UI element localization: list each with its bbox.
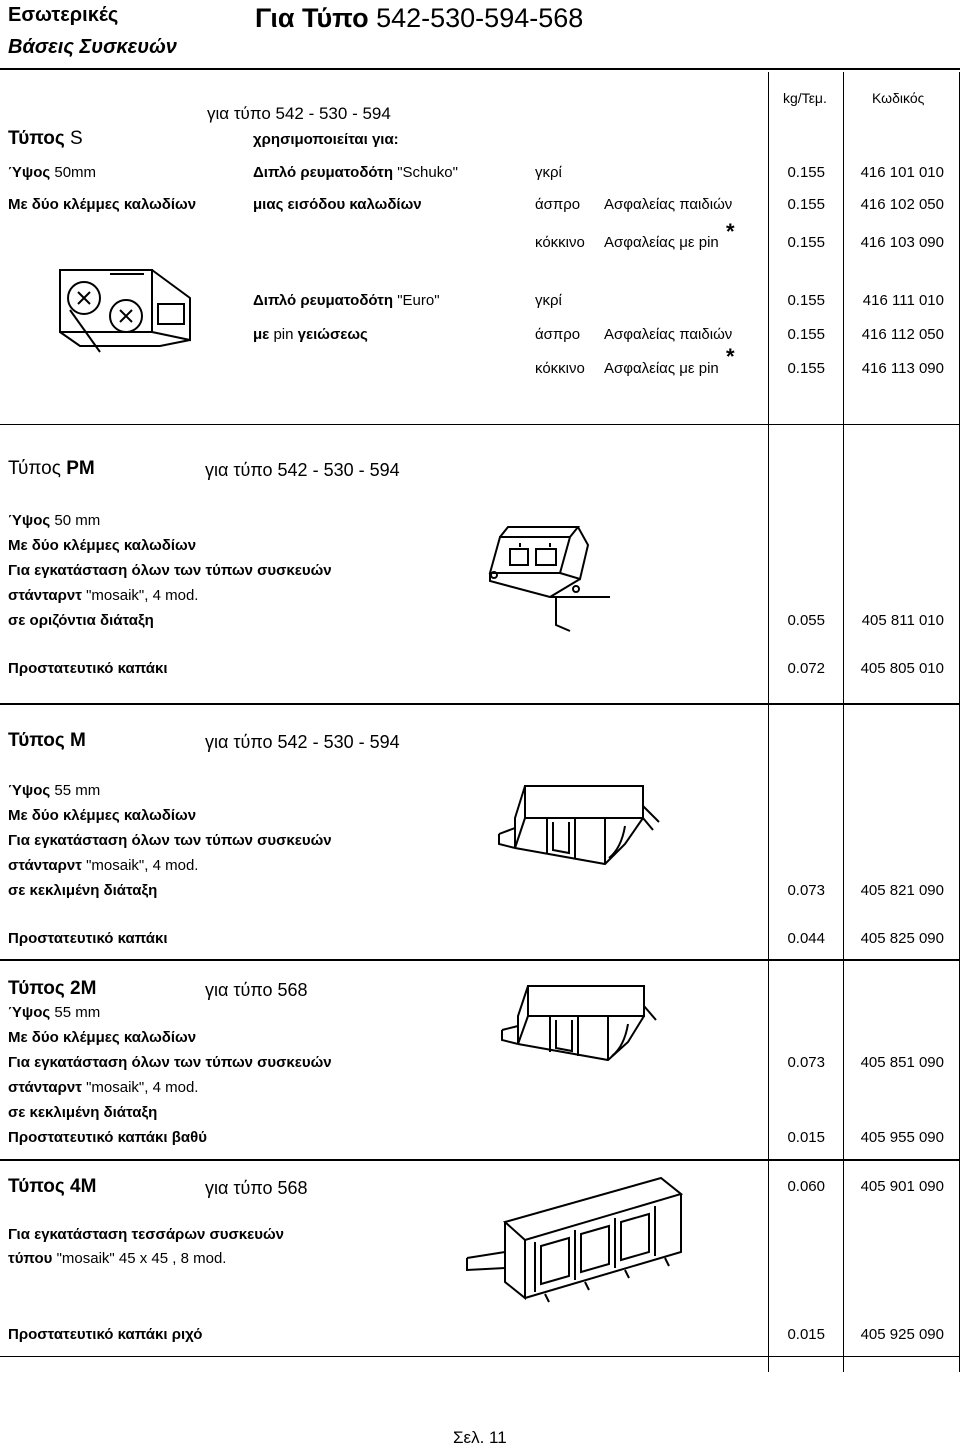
row-type: Ασφαλείας με pin xyxy=(604,360,719,377)
type-4m-for: για τύπο 568 xyxy=(205,1178,308,1198)
type-2m-height xyxy=(8,1004,100,1021)
row-color: κόκκινο xyxy=(535,360,585,377)
row-weight: 0.155 xyxy=(787,196,825,213)
type-s-used-for: χρησιμοποιείται για: xyxy=(253,131,399,148)
line-bold: στάνταρντ xyxy=(8,587,82,604)
row-code: 416 112 050 xyxy=(861,326,944,343)
height-label: Ύψος xyxy=(8,164,51,181)
type-2m-cover: Προστατευτικό καπάκι βαθύ xyxy=(8,1129,207,1146)
asterisk-mark: * xyxy=(726,344,735,369)
row-code: 416 111 010 xyxy=(862,292,944,309)
desc-bold: Διπλό ρευματοδότη xyxy=(253,164,394,181)
row-weight: 0.155 xyxy=(787,292,825,309)
type-pm-cover: Προστατευτικό καπάκι xyxy=(8,660,168,677)
section-divider xyxy=(0,424,960,425)
type-pm-name xyxy=(8,458,95,480)
type-m-cover: Προστατευτικό καπάκι xyxy=(8,930,168,947)
row-type: Ασφαλείας με pin xyxy=(604,234,719,251)
weight-value: 0.015 xyxy=(787,1326,825,1343)
section-divider xyxy=(0,1159,960,1161)
type-4m-illustration xyxy=(465,1172,695,1312)
type-pm-line2: Για εγκατάσταση όλων των τύπων συσκευών xyxy=(8,562,332,579)
line-rest: "mosaik", 4 mod. xyxy=(86,857,199,874)
type-m-line3 xyxy=(8,857,198,874)
weight-column-header: kg/Τεμ. xyxy=(783,90,827,106)
page-title xyxy=(255,3,583,34)
type-pm-line3 xyxy=(8,587,198,604)
desc-bold2: γειώσεως xyxy=(297,326,368,343)
weight-value: 0.072 xyxy=(787,660,825,677)
row-weight: 0.155 xyxy=(787,360,825,377)
title-numbers: 542-530-594-568 xyxy=(376,3,584,33)
type-s-height xyxy=(8,164,96,181)
code-value: 405 851 090 xyxy=(860,1054,944,1071)
page-number: Σελ. 11 xyxy=(453,1428,507,1447)
row-weight: 0.155 xyxy=(787,326,825,343)
type-s-two-channels: Με δύο κλέμμες καλωδίων xyxy=(8,196,197,213)
type-2m-name xyxy=(8,978,96,1000)
row-code: 416 113 090 xyxy=(861,360,944,377)
row-color: γκρί xyxy=(535,292,562,309)
row-type: Ασφαλείας παιδιών xyxy=(604,326,733,343)
type-m-name xyxy=(8,730,86,752)
type-m-for: για τύπο 542 - 530 - 594 xyxy=(205,732,400,752)
type-m-illustration xyxy=(495,778,665,878)
row-color: γκρί xyxy=(535,164,562,181)
line-rest: "mosaik" 45 x 45 , 8 mod. xyxy=(56,1250,227,1267)
row-color: κόκκινο xyxy=(535,234,585,251)
height-label: Ύψος xyxy=(8,512,51,529)
type-label: Τύπος xyxy=(8,978,65,999)
height-label: Ύψος xyxy=(8,782,51,799)
asterisk-mark: * xyxy=(726,219,735,244)
section-divider xyxy=(0,959,960,961)
type-m-line2: Για εγκατάσταση όλων των τύπων συσκευών xyxy=(8,832,332,849)
desc-rest: "Schuko" xyxy=(397,164,458,181)
desc-rest: pin xyxy=(273,326,294,343)
height-value: 50mm xyxy=(54,164,97,181)
header-rule xyxy=(0,68,960,70)
section-divider xyxy=(0,703,960,705)
type-2m-line2: Για εγκατάσταση όλων των τύπων συσκευών xyxy=(8,1054,332,1071)
desc-rest: "Euro" xyxy=(397,292,440,309)
type-label: Τύπος xyxy=(8,1176,65,1197)
height-value: 55 mm xyxy=(54,1004,101,1021)
code-value: 405 811 010 xyxy=(861,612,944,629)
type-4m-cover: Προστατευτικό καπάκι ριχό xyxy=(8,1326,203,1343)
code-value: 405 901 090 xyxy=(860,1178,944,1195)
code-column-header: Κωδικός xyxy=(872,90,925,106)
desc-bold: Διπλό ρευματοδότη xyxy=(253,292,394,309)
type-2m-line1: Με δύο κλέμμες καλωδίων xyxy=(8,1029,197,1046)
weight-value: 0.055 xyxy=(787,612,825,629)
row-desc: μιας εισόδου καλωδίων xyxy=(253,196,422,213)
type-m-line1: Με δύο κλέμμες καλωδίων xyxy=(8,807,197,824)
type-code: PM xyxy=(66,458,95,479)
row-type: Ασφαλείας παιδιών xyxy=(604,196,733,213)
section-title: Εσωτερικές xyxy=(8,4,119,26)
column-divider-weight xyxy=(768,72,769,1372)
weight-value: 0.060 xyxy=(787,1178,825,1195)
line-bold: στάνταρντ xyxy=(8,1079,82,1096)
type-pm-for: για τύπο 542 - 530 - 594 xyxy=(205,460,400,480)
weight-value: 0.073 xyxy=(787,1054,825,1071)
row-weight: 0.155 xyxy=(787,164,825,181)
weight-value: 0.015 xyxy=(787,1129,825,1146)
section-subtitle: Βάσεις Συσκευών xyxy=(8,36,177,58)
type-pm-line4: σε οριζόντια διάταξη xyxy=(8,612,154,629)
type-s-label: Τύπος xyxy=(8,128,65,149)
table-bottom-rule xyxy=(0,1356,960,1357)
type-s-name xyxy=(8,128,83,150)
type-4m-line2 xyxy=(8,1250,226,1267)
type-code: 2M xyxy=(70,978,97,999)
type-2m-line4: σε κεκλιμένη διάταξη xyxy=(8,1104,158,1121)
row-code: 416 103 090 xyxy=(860,234,944,251)
row-desc xyxy=(253,292,440,309)
type-m-height xyxy=(8,782,100,799)
row-desc xyxy=(253,164,458,181)
code-value: 405 805 010 xyxy=(860,660,944,677)
type-pm-line1: Με δύο κλέμμες καλωδίων xyxy=(8,537,197,554)
title-prefix: Για Τύπο xyxy=(255,3,369,33)
row-code: 416 102 050 xyxy=(860,196,944,213)
type-s-letter: S xyxy=(70,128,83,149)
row-color: άσπρο xyxy=(535,196,581,213)
type-4m-name xyxy=(8,1176,96,1198)
row-color: άσπρο xyxy=(535,326,581,343)
line-rest: "mosaik", 4 mod. xyxy=(86,587,199,604)
row-desc xyxy=(253,326,368,343)
desc-bold: με xyxy=(253,326,270,343)
height-label: Ύψος xyxy=(8,1004,51,1021)
code-value: 405 955 090 xyxy=(860,1129,944,1146)
socket-base-illustration xyxy=(40,262,200,354)
height-value: 55 mm xyxy=(54,782,101,799)
line-bold: στάνταρντ xyxy=(8,857,82,874)
type-2m-line3 xyxy=(8,1079,198,1096)
row-weight: 0.155 xyxy=(787,234,825,251)
type-code: M xyxy=(70,730,86,751)
type-2m-for: για τύπο 568 xyxy=(205,980,308,1000)
type-m-line4: σε κεκλιμένη διάταξη xyxy=(8,882,158,899)
weight-value: 0.073 xyxy=(787,882,825,899)
type-s-for: για τύπο 542 - 530 - 594 xyxy=(207,104,391,123)
type-label: Τύπος xyxy=(8,458,61,479)
height-value: 50 mm xyxy=(54,512,101,529)
type-pm-illustration xyxy=(480,515,620,635)
weight-value: 0.044 xyxy=(787,930,825,947)
code-value: 405 821 090 xyxy=(860,882,944,899)
line-bold: τύπου xyxy=(8,1250,53,1267)
type-code: 4M xyxy=(70,1176,97,1197)
row-code: 416 101 010 xyxy=(860,164,944,181)
line-rest: "mosaik", 4 mod. xyxy=(86,1079,199,1096)
column-divider-code xyxy=(843,72,844,1372)
type-4m-line1: Για εγκατάσταση τεσσάρων συσκευών xyxy=(8,1226,284,1243)
type-label: Τύπος xyxy=(8,730,65,751)
code-value: 405 825 090 xyxy=(860,930,944,947)
code-value: 405 925 090 xyxy=(860,1326,944,1343)
type-2m-illustration xyxy=(500,980,660,1076)
type-pm-height xyxy=(8,512,100,529)
